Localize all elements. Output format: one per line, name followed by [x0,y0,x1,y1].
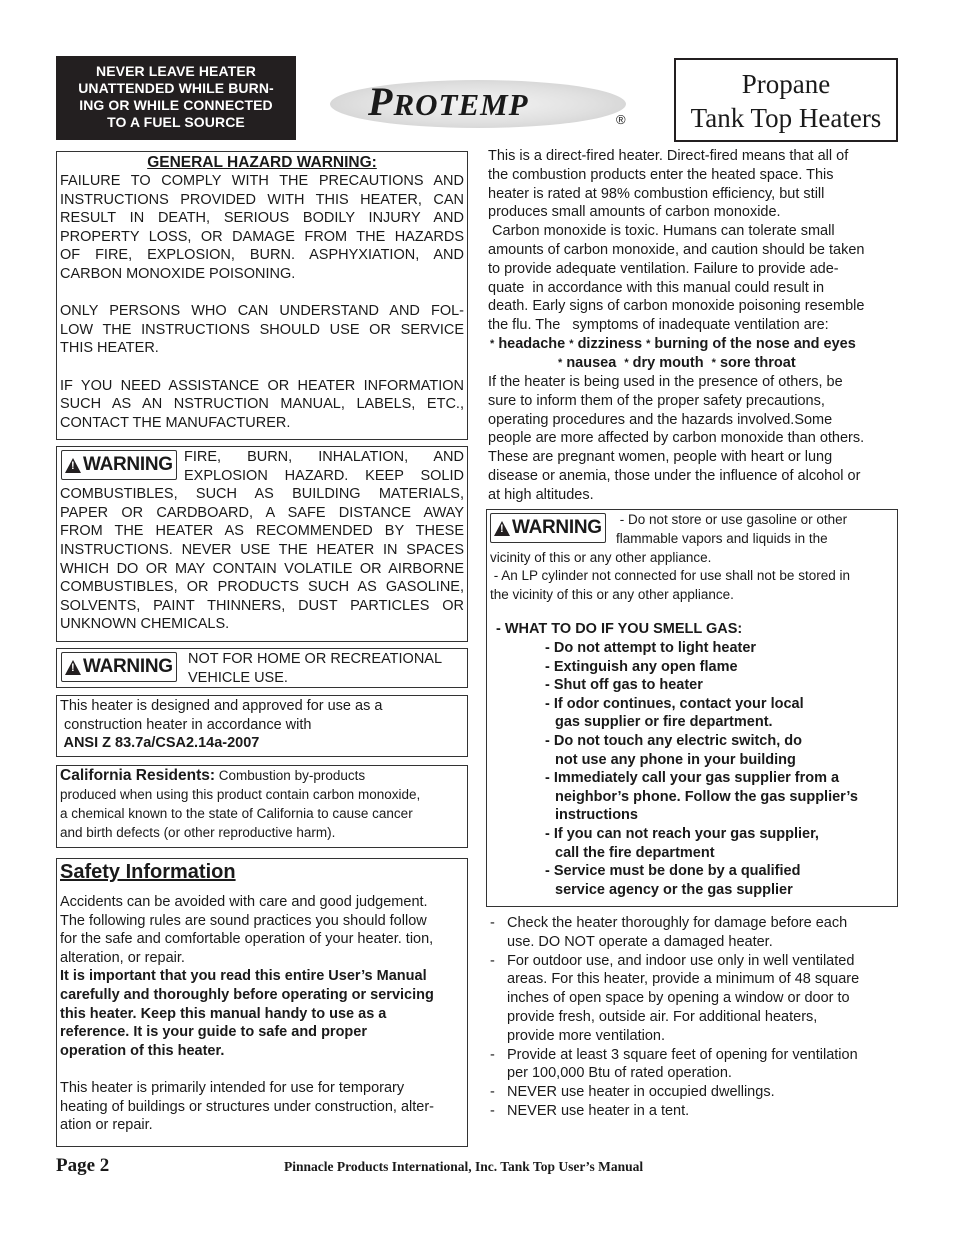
warning-badge [61,652,177,682]
text-line: flammable vapors and liquids in the [616,530,828,546]
text-line: COMBUSTIBLES, OR PRODUCTS SUCH AS GASOLINE, [60,579,464,596]
text-line: for the safe and comfortable operation of your heater. tion, [60,931,434,948]
text-line: death. Early signs of carbon monoxide poisoning resemble [488,298,865,315]
text-line: this heater. Keep this manual handy to use as a [60,1005,387,1022]
text-line: VEHICLE USE. [188,669,288,686]
text-line: FAILURE TO COMPLY WITH THE PRECAUTIONS AND [60,173,464,189]
star-icon: * [558,357,563,369]
dash: - [490,952,495,969]
home-use-warning-box [56,648,468,688]
warning-label: WARNING [512,517,602,538]
text-line: Carbon monoxide is toxic. Humans can tolerate small [488,223,835,240]
text-line: disease or anemia, those under the influence of alcohol or [488,468,861,485]
star-icon: * [711,357,716,369]
text-line: sure to inform them of the proper safety precautions, [488,392,825,409]
text-line: FIRE, BURN, INHALATION, AND [184,449,464,465]
text-line: at high altitudes. [488,486,594,503]
ansi-approval-box [56,695,468,757]
text-line: produced when using this product contain carbon monoxide, [60,787,421,802]
text-line: IF YOU NEED ASSISTANCE OR HEATER INFORMATION [60,377,464,394]
text-line: the vicinity of this or any other appliance. [490,587,734,603]
list-item-continued: instructions [555,807,638,824]
text-line: WHICH DO OR MAY CONTAIN VOLATILE OR AIRBORNE [60,560,464,577]
text-line: amounts of carbon monoxide, and caution should be taken [488,241,865,258]
manual-footer: Pinnacle Products International, Inc. Tank Top User’s Manual [284,1159,644,1174]
text-line: the combustion products enter the heated space. This [488,166,834,183]
home-use-warning-text [188,650,442,687]
list-item-continued: neighbor’s phone. Follow the gas supplier’s [555,788,858,805]
text-line: It is important that you read this entire User’s Manual [60,968,427,985]
text-line: SUCH AS AN NSTRUCTION MANUAL, LABELS, ETC., [60,396,464,413]
text-line: ation or repair. [60,1117,153,1134]
warning-triangle-icon [65,660,81,675]
text-line: produces small amounts of carbon monoxide. [488,204,781,221]
text-line: RESULT IN DEATH, SERIOUS BODILY INJURY AND [60,210,464,227]
text-line: OF FIRE, EXPLOSION, BURN. ASPHYXIATION, AND [60,247,464,264]
logo-initial: P [368,79,394,124]
text-line: Check the heater thoroughly for damage before each [507,915,848,931]
list-item-continued: not use any phone in your building [555,751,796,768]
text-line: heater is rated at 98% combustion efficiency, but still [488,185,825,202]
text-line: The following rules are sound practices you should follow [60,912,427,929]
text-line: Accidents can be avoided with care and good judgement. [60,894,428,910]
text-line: areas. For this heater, provide a minimum of 48 square [507,971,860,988]
star-icon: * [490,337,495,350]
california-notice-box [56,765,468,848]
never-leave-line: UNATTENDED WHILE BURN- [78,80,274,96]
text-line: For outdoor use, and indoor use only in well ventilated [507,952,855,969]
title-line-1: Propane [741,69,831,99]
text-line: - Do not store or use gasoline or other [616,512,848,527]
list-item: - Immediately call your gas supplier from a [545,770,840,787]
text-line: CONTACT THE MANUFACTURER. [60,414,291,431]
star-icon: * [646,337,651,350]
text-line: to provide adequate ventilation. Failure to provide ade- [488,260,839,277]
general-hazard-warning-box [56,151,468,440]
list-item: - Do not attempt to light heater [545,640,757,656]
list-item: - Shut off gas to heater [545,677,703,694]
list-item: - If you can not reach your gas supplier, [545,825,819,842]
text-line: UNKNOWN CHEMICALS. [60,616,230,633]
list-item [490,1046,900,1084]
list-item-continued: service agency or the gas supplier [555,881,793,898]
text-line: COMBUSTIBLES, SUCH AS BUILDING MATERIALS, [60,486,464,503]
dash: - [490,915,495,931]
text-line: NEVER use heater in a tent. [507,1102,690,1119]
ansi-standard: ANSI Z 83.7a/CSA2.14a-2007 [60,735,260,752]
text-line: This heater is designed and approved for use as a [60,698,383,714]
smell-gas-heading: - WHAT TO DO IF YOU SMELL GAS: [496,621,743,637]
text-line: the flu. The symptoms of inadequate ventilation are: [488,317,829,334]
text-line: use. DO NOT operate a damaged heater. [507,933,773,950]
smell-gas-steps [545,639,885,899]
symptom: dizziness [577,336,643,353]
carbon-monoxide-info [488,147,898,505]
hazard-heading: GENERAL HAZARD WARNING: [147,154,377,171]
safety-information-box [56,858,468,1147]
storage-warning-text [490,511,894,605]
dash: - [490,1046,495,1063]
warning-triangle-icon [65,458,81,473]
warning-label: WARNING [83,454,173,475]
text-line: vicinity of this or any other appliance. [490,549,712,565]
hazard-paragraph-2 [60,302,464,358]
list-item: - Do not touch any electric switch, do [545,732,802,749]
text-line: NOT FOR HOME OR RECREATIONAL [188,651,443,667]
symptom: sore throat [719,355,796,372]
logo-rest: ROTEMP [393,87,529,122]
text-line: This is a direct-fired heater. Direct-fired means that all of [488,148,849,164]
text-line: carefully and thoroughly before operating or servicing [60,986,434,1003]
text-line: alteration, or repair. [60,949,185,966]
hazard-paragraph-1 [60,172,464,284]
text-line: provide more ventilation. [507,1027,665,1044]
text-line: people are more affected by carbon monoxide than others. [488,430,865,447]
list-item: - Extinguish any open flame [545,658,738,675]
text-line: and birth defects (or other reproductive harm). [60,825,336,840]
list-item [490,1083,900,1102]
never-leave-warning-box [56,56,296,140]
list-item [490,1102,900,1121]
symptom: burning of the nose and eyes [654,336,856,353]
warning-badge [61,450,177,480]
title-line-2: Tank Top Heaters [690,103,882,133]
text-line: - An LP cylinder not connected for use shall not be stored in [490,568,850,584]
text-line: quate in accordance with this manual could result in [488,279,825,296]
hazard-paragraph-3 [60,377,464,433]
page-number: Page 2 [56,1155,110,1176]
registered-mark: ® [616,112,626,127]
text-line: operation of this heater. [60,1042,225,1059]
text-line: INSTRUCTIONS. NEVER USE THE HEATER IN SPACES [60,541,464,558]
text-line: inches of open space by opening a window or door to [507,990,850,1007]
symptoms-row-1 [488,335,898,354]
california-lead: California Residents: [60,767,216,784]
symptom: nausea [566,355,617,372]
text-line: This heater is primarily intended for use for temporary [60,1079,405,1096]
safety-heading: Safety Information [60,861,236,883]
text-line: PAPER OR CARDBOARD, A SAFE DISTANCE AWAY [60,504,464,521]
text-line: THIS HEATER. [60,340,159,357]
list-item [490,914,900,952]
list-item-continued: gas supplier or fire department. [555,714,773,731]
list-item: - If odor continues, contact your local [545,695,804,712]
gas-smell-warning-box [486,509,898,907]
warning-label: WARNING [83,656,173,677]
text-line: LOW THE INSTRUCTIONS SHOULD USE OR SERVICE [60,321,464,338]
text-line: PROPERTY LOSS, OR DAMAGE FROM THE HAZARDS [60,228,464,245]
text-line: SOLVENTS, PAINT THINNERS, DUST PARTICLES OR [60,597,464,614]
text-line: reference. It is your guide to safe and proper [60,1024,367,1041]
symptom: dry mouth [632,355,704,372]
text-line: These are pregnant women, people with heart or lung [488,449,833,466]
document-title-box [674,58,898,142]
list-item [490,952,900,1046]
text-line: CARBON MONOXIDE POISONING. [60,265,296,282]
text-line: INSTRUCTIONS PROVIDED WITH THIS HEATER, CAN [60,191,464,208]
text-line: heating of buildings or structures under construction, alter- [60,1098,434,1115]
text-line: NEVER use heater in occupied dwellings. [507,1084,775,1101]
text-line: Combustion by-products [215,768,366,783]
fire-hazard-warning-box [56,446,468,642]
text-line: a chemical known to the state of California to cause cancer [60,806,413,821]
dash: - [490,1102,495,1119]
star-icon: * [624,357,629,369]
dash: - [490,1084,495,1101]
list-item: - Service must be done by a qualified [545,863,801,880]
text-line: operating procedures and the hazards involved.Some [488,411,833,428]
text-line: per 100,000 Btu of rated operation. [507,1065,732,1082]
star-icon: * [569,337,574,350]
never-leave-line: ING OR WHILE CONNECTED [79,97,273,113]
never-leave-line: NEVER LEAVE HEATER [96,63,256,79]
symptom: headache [498,336,566,353]
text-line: FROM THE HEATER AS RECOMMENDED BY THESE [60,523,464,540]
text-line: Provide at least 3 square feet of opening for ventilation [507,1046,858,1063]
text-line: provide fresh, outside air. For additional heaters, [507,1008,818,1025]
safety-rules-list [490,914,900,1121]
protemp-logo [330,76,646,132]
text-line: EXPLOSION HAZARD. KEEP SOLID [184,467,464,484]
never-leave-line: TO A FUEL SOURCE [107,114,245,130]
list-item-continued: call the fire department [555,844,715,861]
text-line: If the heater is being used in the presence of others, be [488,374,843,391]
logo-wordmark [368,78,529,125]
text-line: ONLY PERSONS WHO CAN UNDERSTAND AND FOL- [60,303,464,320]
text-line: construction heater in accordance with [60,716,312,733]
symptoms-row-2 [488,354,898,373]
